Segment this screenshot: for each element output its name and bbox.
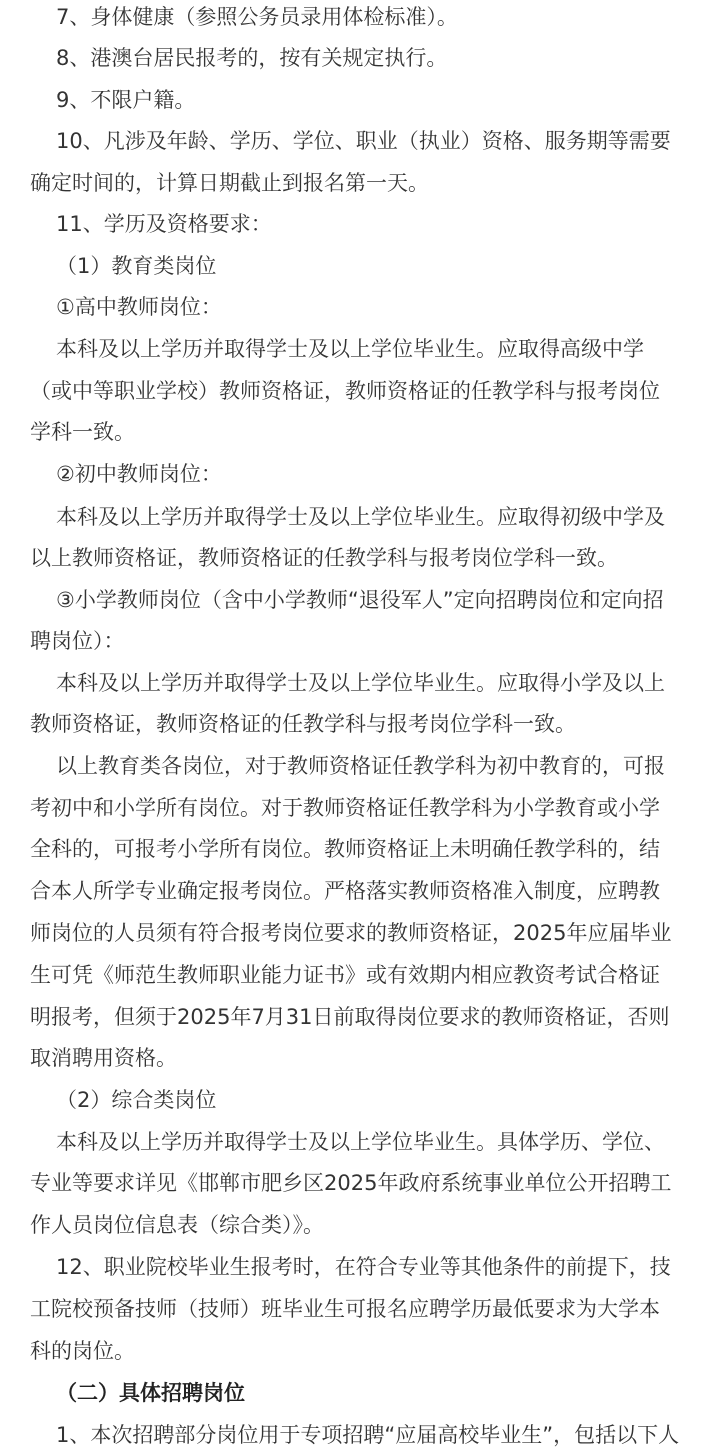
text-line: 本科及以上学历并取得学士及以上学位毕业生。应取得小学及以上 [56, 671, 665, 695]
text-line: 工院校预备技师（技师）班毕业生可报名应聘学历最低要求为大学本 [30, 1297, 660, 1321]
text-line: 以上教师资格证，教师资格证的任教学科与报考岗位学科一致。 [30, 546, 618, 570]
text-line: 确定时间的，计算日期截止到报名第一天。 [30, 171, 429, 195]
text-line: 作人员岗位信息表（综合类）》。 [30, 1213, 324, 1237]
text-line: ③小学教师岗位（含中小学教师“退役军人”定向招聘岗位和定向招 [56, 588, 664, 612]
text-line: 1、本次招聘部分岗位用于专项招聘“应届高校毕业生”，包括以下人 [56, 1423, 680, 1447]
text-line: 考初中和小学所有岗位。对于教师资格证任教学科为小学教育或小学 [30, 796, 660, 820]
text-line: 全科的，可报考小学所有岗位。教师资格证上未明确任教学科的，结 [30, 837, 660, 861]
text-line: ②初中教师岗位： [56, 462, 222, 486]
text-line: 师岗位的人员须有符合报考岗位要求的教师资格证，2025年应届毕业 [30, 921, 672, 945]
text-line: 11、学历及资格要求： [56, 212, 272, 236]
text-line: 生可凭《师范生教师职业能力证书》或有效期内相应教资考试合格证 [30, 963, 660, 987]
text-line: 明报考，但须于2025年7月31日前取得岗位要求的教师资格证，否则 [30, 1005, 670, 1029]
text-line: 专业等要求详见《邯郸市肥乡区2025年政府系统事业单位公开招聘工 [30, 1171, 672, 1195]
section-heading: （二）具体招聘岗位 [56, 1381, 245, 1405]
text-line: 本科及以上学历并取得学士及以上学位毕业生。应取得高级中学 [56, 337, 644, 361]
text-line: 本科及以上学历并取得学士及以上学位毕业生。具体学历、学位、 [56, 1130, 665, 1154]
text-line: 12、职业院校毕业生报考时，在符合专业等其他条件的前提下，技 [56, 1255, 671, 1279]
text-line: 学科一致。 [30, 420, 135, 444]
text-line: （2）综合类岗位 [56, 1088, 217, 1112]
text-line: 7、身体健康（参照公务员录用体检标准）。 [56, 5, 458, 29]
text-line: 聘岗位）： [30, 629, 125, 653]
text-line: 9、不限户籍。 [56, 88, 196, 112]
text-line: （或中等职业学校）教师资格证，教师资格证的任教学科与报考岗位 [30, 379, 660, 403]
text-line: 8、港澳台居民报考的，按有关规定执行。 [56, 46, 448, 70]
text-line: 取消聘用资格。 [30, 1046, 177, 1070]
text-line: 10、凡涉及年龄、学历、学位、职业（执业）资格、服务期等需要 [56, 129, 671, 153]
text-line: 以上教育类各岗位，对于教师资格证任教学科为初中教育的，可报 [56, 754, 665, 778]
text-line: 本科及以上学历并取得学士及以上学位毕业生。应取得初级中学及 [56, 505, 665, 529]
text-line: （1）教育类岗位 [56, 254, 217, 278]
text-line: 教师资格证，教师资格证的任教学科与报考岗位学科一致。 [30, 712, 576, 736]
text-line: 合本人所学专业确定报考岗位。严格落实教师资格准入制度，应聘教 [30, 879, 660, 903]
text-line: 科的岗位。 [30, 1339, 135, 1363]
text-line: ①高中教师岗位： [56, 295, 222, 319]
